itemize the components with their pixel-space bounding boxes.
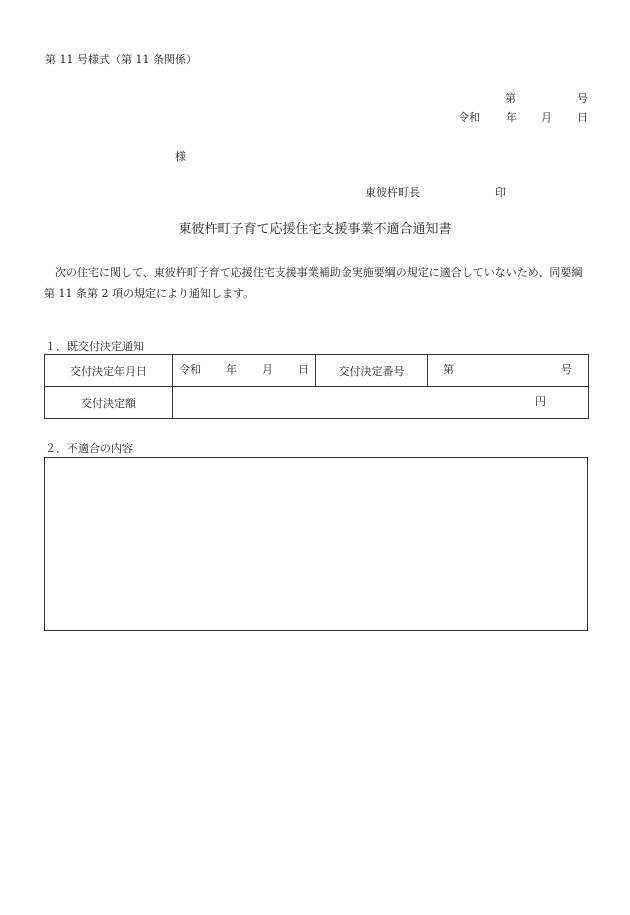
grant-number-prefix: 第 <box>443 363 454 376</box>
table-row <box>45 355 589 387</box>
grant-decision-table <box>44 354 589 419</box>
addressee-honorific: 様 <box>175 150 186 163</box>
grant-date-label: 交付決定年月日 <box>45 355 173 387</box>
grant-date-day: 日 <box>298 363 309 376</box>
grant-date-month: 月 <box>262 363 273 376</box>
issue-date-era: 令和 <box>458 111 480 124</box>
issuer-seal-mark: 印 <box>495 186 506 199</box>
grant-number-label: 交付決定番号 <box>316 355 428 387</box>
grant-number-field[interactable] <box>428 355 589 387</box>
grant-number-suffix: 号 <box>561 363 572 376</box>
grant-amount-label: 交付決定額 <box>45 387 173 419</box>
document-title: 東彼杵町子育て応援住宅支援事業不適合通知書 <box>178 222 452 237</box>
section2-heading: ２．不適合の内容 <box>45 442 133 455</box>
issue-date-year: 年 <box>506 111 517 124</box>
nonconformity-content-box[interactable] <box>44 457 588 631</box>
grant-date-era: 令和 <box>179 363 201 376</box>
document-number-suffix: 号 <box>577 92 588 105</box>
form-number: 第 11 号様式（第 11 条関係） <box>45 53 197 66</box>
issue-date-day: 日 <box>577 111 588 124</box>
issue-date-month: 月 <box>541 111 552 124</box>
issuer-name: 東彼杵町長 <box>365 186 420 199</box>
table-row <box>45 387 589 419</box>
grant-amount-field[interactable] <box>173 387 589 419</box>
grant-amount-unit: 円 <box>535 395 546 408</box>
section1-heading: １．既交付決定通知 <box>45 340 144 353</box>
document-number-prefix: 第 <box>505 92 516 105</box>
grant-date-field[interactable] <box>173 355 316 387</box>
grant-date-year: 年 <box>226 363 237 376</box>
notice-body-text: 次の住宅に関して、東彼杵町子育て応援住宅支援事業補助金実施要綱の規定に適合していないため、同要綱第 11 条第 2 項の規定により通知します。 <box>44 266 583 300</box>
